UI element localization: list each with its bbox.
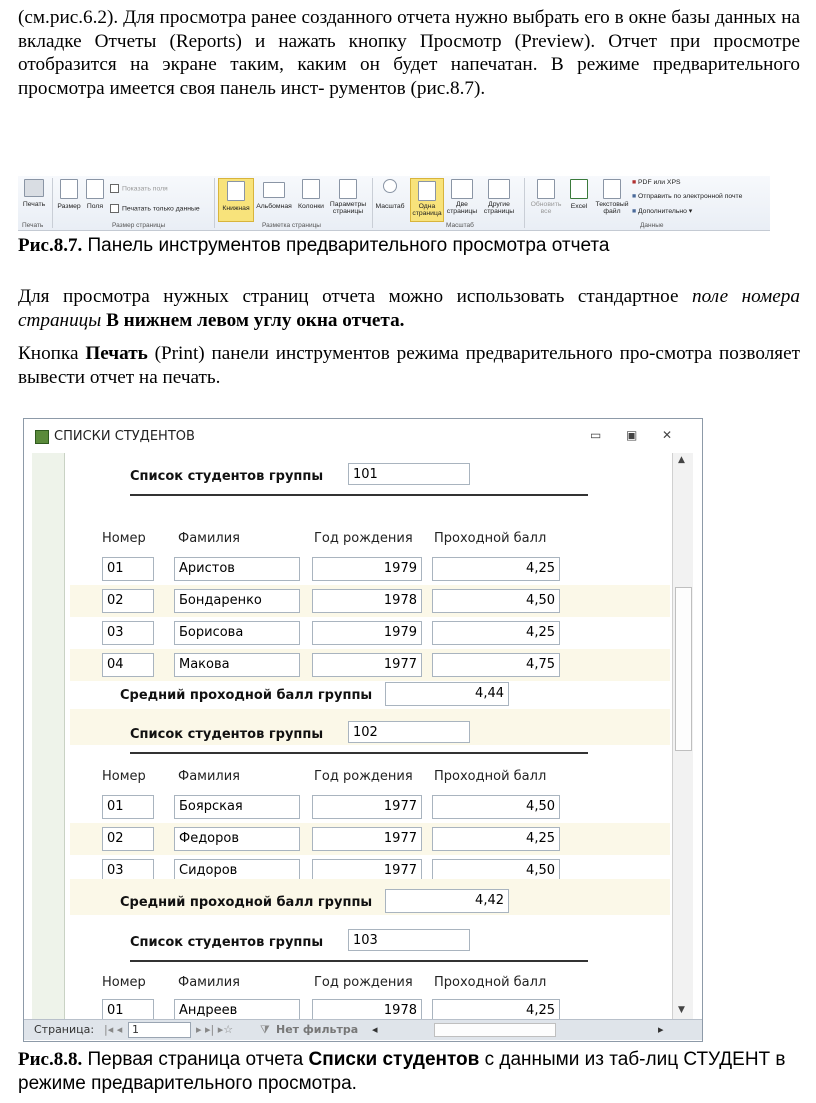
- landscape-button[interactable]: [255, 179, 293, 210]
- group-label-page-size: Размер страницы: [112, 222, 166, 229]
- page-label: Страница:: [34, 1023, 95, 1036]
- cell-score: 4,50: [432, 859, 560, 883]
- paragraph-print-button: [18, 342, 800, 389]
- checkbox-icon: [110, 184, 119, 193]
- text-file-button[interactable]: [594, 179, 630, 215]
- text-fragment: (Print) панели инструментов режима предварительного про-смотра позволяет вывести отчет на печать.: [18, 343, 800, 388]
- one-page-button[interactable]: [410, 178, 444, 222]
- cell-year: 1977: [312, 827, 422, 851]
- print-label: Печать: [22, 201, 46, 208]
- cell-number: 01: [102, 557, 154, 581]
- two-pages-label: Две страницы: [446, 201, 478, 215]
- email-label: Отправить по электронной почте: [638, 193, 743, 200]
- caption-number: Рис.8.7.: [18, 235, 83, 256]
- zoom-label: Масштаб: [375, 203, 405, 210]
- group-label-data: Данные: [640, 222, 664, 229]
- group-label-print: Печать: [22, 222, 44, 229]
- cell-year: 1977: [312, 795, 422, 819]
- print-button[interactable]: [20, 179, 48, 208]
- group-average-label: Средний проходной балл группы: [120, 895, 373, 910]
- group-header-line: [130, 494, 588, 496]
- cell-score: 4,50: [432, 795, 560, 819]
- landscape-label: Альбомная: [256, 203, 292, 210]
- page-number-input[interactable]: 1: [128, 1022, 191, 1038]
- group-average-value: 4,42: [385, 889, 509, 913]
- table-row: [70, 649, 670, 681]
- landscape-icon: [263, 182, 285, 198]
- columns-icon: [302, 179, 320, 199]
- more-pages-icon: [488, 179, 510, 199]
- text-file-icon: [603, 179, 621, 199]
- column-header-surname: Фамилия: [178, 531, 240, 546]
- text-file-label: Текстовый файл: [595, 201, 629, 215]
- more-pages-button[interactable]: [480, 179, 518, 215]
- column-header-year: Год рождения: [314, 531, 413, 546]
- refresh-all-button[interactable]: [528, 179, 564, 215]
- cell-surname: Сидоров: [174, 859, 300, 883]
- bold-phrase: В нижнем левом углу окна отчета.: [101, 309, 405, 331]
- figure-caption-8-7: [18, 235, 609, 257]
- cell-surname: Бондаренко: [174, 589, 300, 613]
- page-setup-button[interactable]: [328, 179, 368, 215]
- pdf-xps-label: PDF или XPS: [638, 179, 681, 186]
- column-header-score: Проходной балл: [434, 531, 547, 546]
- cell-number: 03: [102, 621, 154, 645]
- report-preview-area: [32, 453, 670, 1019]
- caption-bold-term: Списки студентов: [308, 1049, 480, 1070]
- page-setup-icon: [339, 179, 357, 199]
- cell-number: 01: [102, 999, 154, 1019]
- column-header-score: Проходной балл: [434, 975, 547, 990]
- page-setup-label: Параметры страницы: [329, 201, 367, 215]
- next-last-page-icon[interactable]: ▸ ▸| ▸☆: [196, 1023, 234, 1036]
- separator: [52, 178, 53, 228]
- cell-score: 4,25: [432, 557, 560, 581]
- caption-text: Первая страница отчета: [82, 1049, 309, 1070]
- column-header-year: Год рождения: [314, 769, 413, 784]
- portrait-button[interactable]: [218, 178, 254, 222]
- cell-score: 4,25: [432, 621, 560, 645]
- more-icon: ■: [632, 208, 637, 215]
- group-header-title: Список студентов группы: [130, 469, 324, 484]
- horizontal-scroll-thumb[interactable]: [434, 1023, 556, 1037]
- cell-number: 01: [102, 795, 154, 819]
- table-row: [70, 585, 670, 617]
- cell-surname: Макова: [174, 653, 300, 677]
- window-title: СПИСКИ СТУДЕНТОВ: [54, 429, 195, 444]
- cell-year: 1979: [312, 557, 422, 581]
- pdf-xps-button[interactable]: [632, 179, 681, 186]
- scroll-down-icon[interactable]: ▼: [678, 1005, 685, 1015]
- margins-button[interactable]: [85, 179, 105, 210]
- close-icon[interactable]: ✕: [662, 428, 673, 442]
- caption-text: с данными из таб-лиц СТУДЕНТ в режиме предварительного просмотра.: [18, 1049, 786, 1094]
- column-header-number: Номер: [102, 975, 146, 990]
- cell-year: 1978: [312, 589, 422, 613]
- bold-term: Печать: [85, 343, 148, 364]
- cell-surname: Аристов: [174, 557, 300, 581]
- more-button[interactable]: ■ Дополнительно ▾: [632, 208, 693, 215]
- separator: [524, 178, 525, 228]
- portrait-label: Книжная: [222, 205, 250, 212]
- cell-surname: Боярская: [174, 795, 300, 819]
- scroll-left-icon[interactable]: ◂: [372, 1023, 378, 1036]
- magnifier-icon: [383, 179, 397, 193]
- cell-score: 4,50: [432, 589, 560, 613]
- column-header-number: Номер: [102, 769, 146, 784]
- scroll-thumb[interactable]: [675, 587, 692, 751]
- first-page-icon[interactable]: |◂ ◂: [104, 1023, 123, 1036]
- group-average-value: 4,44: [385, 682, 509, 706]
- report-icon: [35, 430, 49, 444]
- portrait-icon: [227, 181, 245, 201]
- group-header-line: [130, 960, 588, 962]
- cell-number: 02: [102, 589, 154, 613]
- cell-number: 03: [102, 859, 154, 883]
- margins-label: Поля: [86, 203, 104, 210]
- column-header-surname: Фамилия: [178, 769, 240, 784]
- vertical-scrollbar[interactable]: [672, 453, 693, 1019]
- paragraph-intro: (см.рис.6.2). Для просмотра ранее созданного отчета нужно выбрать его в окне базы данных на вкладке Отчеты (Reports) и нажать кнопку Просмотр (Preview). Отчет при просмотре отобразится на экране таким, каким он будет напечатан. В режиме предварительного просмотра имеется своя панель инст- рументов (рис.8.7).: [18, 7, 800, 99]
- excel-label: Excel: [570, 203, 588, 210]
- group-number-field: 103: [348, 929, 470, 951]
- print-data-only-checkbox[interactable]: [110, 204, 200, 213]
- page-size-icon: [60, 179, 78, 199]
- cell-year: 1978: [312, 999, 422, 1019]
- refresh-all-label: Обновить все: [530, 201, 562, 215]
- group-header-line: [130, 752, 588, 754]
- minimize-icon[interactable]: ▭: [590, 428, 602, 442]
- figure-caption-8-8: [18, 1048, 798, 1096]
- text-fragment: Кнопка: [18, 343, 86, 364]
- group-number-field: 102: [348, 721, 470, 743]
- one-page-icon: [418, 181, 436, 201]
- table-row: [70, 791, 670, 823]
- email-button[interactable]: [632, 193, 742, 200]
- cell-score: 4,25: [432, 999, 560, 1019]
- table-row: [70, 823, 670, 855]
- more-pages-label: Другие страницы: [483, 201, 515, 215]
- scroll-right-icon[interactable]: ▸: [658, 1023, 664, 1036]
- print-data-only-label: Печатать только данные: [122, 205, 200, 213]
- size-button[interactable]: [56, 179, 82, 210]
- text-fragment: Для просмотра нужных страниц отчета можно использовать стандартное: [18, 286, 693, 307]
- filter-icon: ⧩: [260, 1023, 270, 1036]
- columns-label: Колонки: [298, 203, 324, 210]
- table-row: [70, 553, 670, 585]
- group-header-title: Список студентов группы: [130, 727, 324, 742]
- cell-year: 1977: [312, 653, 422, 677]
- column-header-year: Год рождения: [314, 975, 413, 990]
- margins-icon: [86, 179, 104, 199]
- report-left-margin: [32, 453, 65, 1019]
- zoom-button[interactable]: [374, 179, 406, 210]
- column-header-number: Номер: [102, 531, 146, 546]
- maximize-icon[interactable]: ▣: [626, 428, 638, 442]
- excel-icon: [570, 179, 588, 199]
- table-row: [70, 995, 670, 1019]
- columns-button[interactable]: [295, 179, 327, 210]
- two-pages-button[interactable]: [446, 179, 478, 215]
- caption-number: Рис.8.8.: [18, 1049, 83, 1070]
- column-header-surname: Фамилия: [178, 975, 240, 990]
- cell-score: 4,75: [432, 653, 560, 677]
- cell-score: 4,25: [432, 827, 560, 851]
- column-header-score: Проходной балл: [434, 769, 547, 784]
- size-label: Размер: [57, 203, 81, 210]
- separator: [214, 178, 215, 228]
- one-page-label: Одна страница: [412, 203, 442, 217]
- group-label-zoom: Масштаб: [446, 222, 474, 229]
- email-icon: ■: [632, 193, 637, 200]
- show-margins-checkbox[interactable]: [110, 184, 168, 193]
- report-window: [23, 418, 703, 1042]
- preview-ribbon: [18, 176, 770, 231]
- excel-button[interactable]: [566, 179, 592, 210]
- navigation-statusbar: [24, 1019, 702, 1040]
- checkbox-icon: [110, 204, 119, 213]
- pdf-icon: ■: [632, 179, 637, 186]
- table-row: [70, 617, 670, 649]
- cell-surname: Федоров: [174, 827, 300, 851]
- more-label: Дополнительно: [638, 208, 687, 215]
- cell-year: 1979: [312, 621, 422, 645]
- paragraph-page-navigation: [18, 285, 800, 332]
- filter-status[interactable]: Нет фильтра: [276, 1023, 359, 1036]
- cell-surname: Андреев: [174, 999, 300, 1019]
- group-label-page-layout: Разметка страницы: [262, 222, 321, 229]
- window-titlebar: [24, 419, 702, 453]
- show-margins-label: Показать поля: [122, 185, 168, 193]
- group-header-title: Список студентов группы: [130, 935, 324, 950]
- group-average-label: Средний проходной балл группы: [120, 688, 373, 703]
- cell-number: 04: [102, 653, 154, 677]
- cell-number: 02: [102, 827, 154, 851]
- italic-term: поле номера страницы: [18, 286, 800, 331]
- separator: [372, 178, 373, 228]
- group-number-field: 101: [348, 463, 470, 485]
- refresh-icon: [537, 179, 555, 199]
- scroll-up-icon[interactable]: ▲: [678, 455, 685, 465]
- cell-year: 1977: [312, 859, 422, 883]
- two-pages-icon: [451, 179, 473, 199]
- printer-icon: [24, 179, 44, 197]
- caption-text: Панель инструментов предварительного просмотра отчета: [82, 235, 610, 256]
- cell-surname: Борисова: [174, 621, 300, 645]
